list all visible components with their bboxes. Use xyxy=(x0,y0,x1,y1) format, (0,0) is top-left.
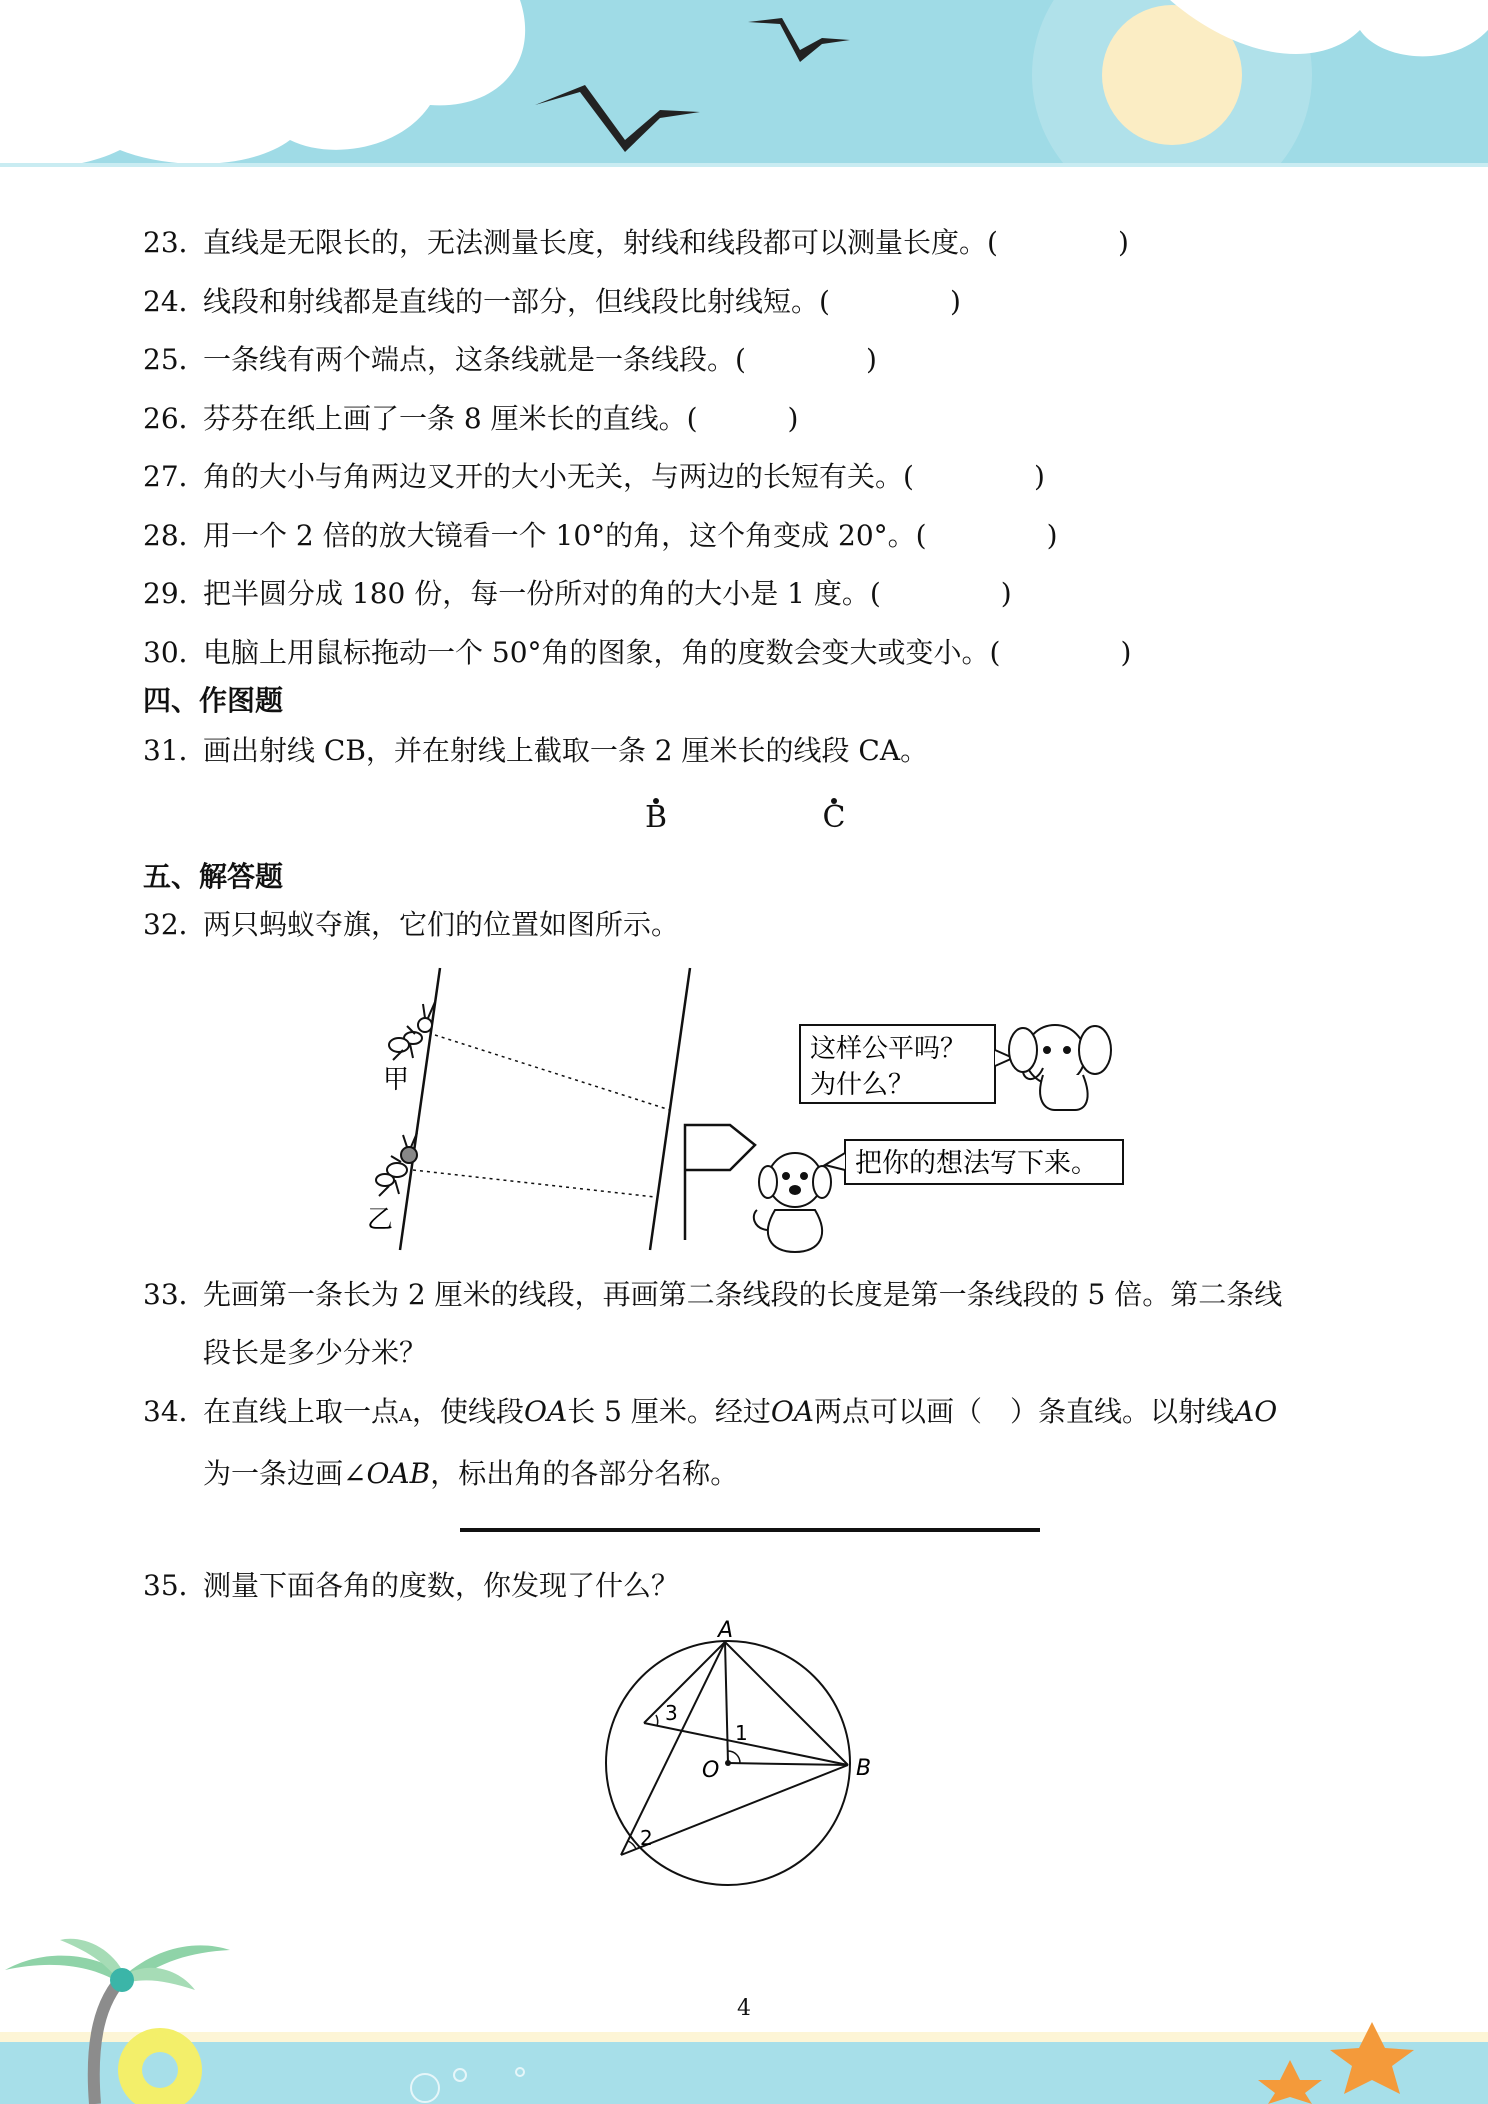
dog-icon xyxy=(754,1153,831,1252)
question-28: 28．用一个 2 倍的放大镜看一个 10°的角，这个角变成 20°。( ) xyxy=(143,519,1058,552)
svg-text:2: 2 xyxy=(640,1826,653,1850)
flag-icon xyxy=(685,1125,755,1240)
svg-text:把你的想法写下来。: 把你的想法写下来。 xyxy=(855,1148,1098,1179)
ant-label-jia: 甲 xyxy=(383,1065,410,1095)
question-23: 23．直线是无限长的，无法测量长度，射线和线段都可以测量长度。( ) xyxy=(143,226,1129,259)
question-29: 29．把半圆分成 180 份，每一份所对的角的大小是 1 度。( ) xyxy=(143,577,1012,610)
svg-text:A: A xyxy=(718,1618,734,1643)
svg-text:O: O xyxy=(702,1758,720,1783)
question-35: 35．测量下面各角的度数，你发现了什么？ xyxy=(143,1569,680,1602)
question-24: 24．线段和射线都是直线的一部分，但线段比射线短。( ) xyxy=(143,285,961,318)
svg-text:B: B xyxy=(856,1756,872,1781)
question-30: 30．电脑上用鼠标拖动一个 50°角的图象，角的度数会变大或变小。( ) xyxy=(143,636,1132,669)
elephant-icon xyxy=(1009,1025,1111,1110)
ant-race-figure xyxy=(355,960,1155,1260)
drawing-baseline xyxy=(460,1528,1040,1532)
left-line xyxy=(400,968,440,1250)
dotted-distance xyxy=(435,1035,670,1110)
point-c: C xyxy=(822,800,846,835)
question-27: 27．角的大小与角两边叉开的大小无关，与两边的长短有关。( ) xyxy=(143,460,1045,493)
page-number: 4 xyxy=(737,1996,751,2021)
footer-decoration xyxy=(0,1890,1488,2104)
ant-label-yi: 乙 xyxy=(367,1205,394,1235)
dotted-distance xyxy=(413,1170,655,1197)
section-heading-answers: 五、解答题 xyxy=(143,860,284,893)
section-heading-drawing: 四、作图题 xyxy=(143,684,284,717)
question-25: 25．一条线有两个端点，这条线就是一条线段。( ) xyxy=(143,343,877,376)
ant-icon xyxy=(376,1133,417,1196)
question-33: 33．先画第一条长为 2 厘米的线段，再画第二条线段的长度是第一条线段的 5 倍。第二条线 段长是多少分米？ xyxy=(143,1278,1283,1369)
svg-text:3: 3 xyxy=(665,1701,678,1725)
svg-text:为什么？: 为什么？ xyxy=(810,1070,915,1100)
svg-text:1: 1 xyxy=(735,1721,748,1745)
circle-angles-figure xyxy=(590,1615,900,1895)
svg-text:这样公平吗？: 这样公平吗？ xyxy=(810,1034,967,1064)
header-decoration xyxy=(0,0,1488,170)
question-26: 26．芬芬在纸上画了一条 8 厘米长的直线。( ) xyxy=(143,402,799,435)
point-b: B xyxy=(644,800,668,835)
question-31: 31．画出射线 CB，并在射线上截取一条 2 厘米长的线段 CA。 xyxy=(143,734,929,767)
question-32: 32．两只蚂蚁夺旗，它们的位置如图所示。 xyxy=(143,908,680,941)
question-34: 34．在直线上取一点A，使线段OA长 5 厘米。经过OA两点可以画（ ）条直线。以射线AO 为一条边画∠OAB，标出角的各部分名称。 xyxy=(143,1395,1278,1490)
